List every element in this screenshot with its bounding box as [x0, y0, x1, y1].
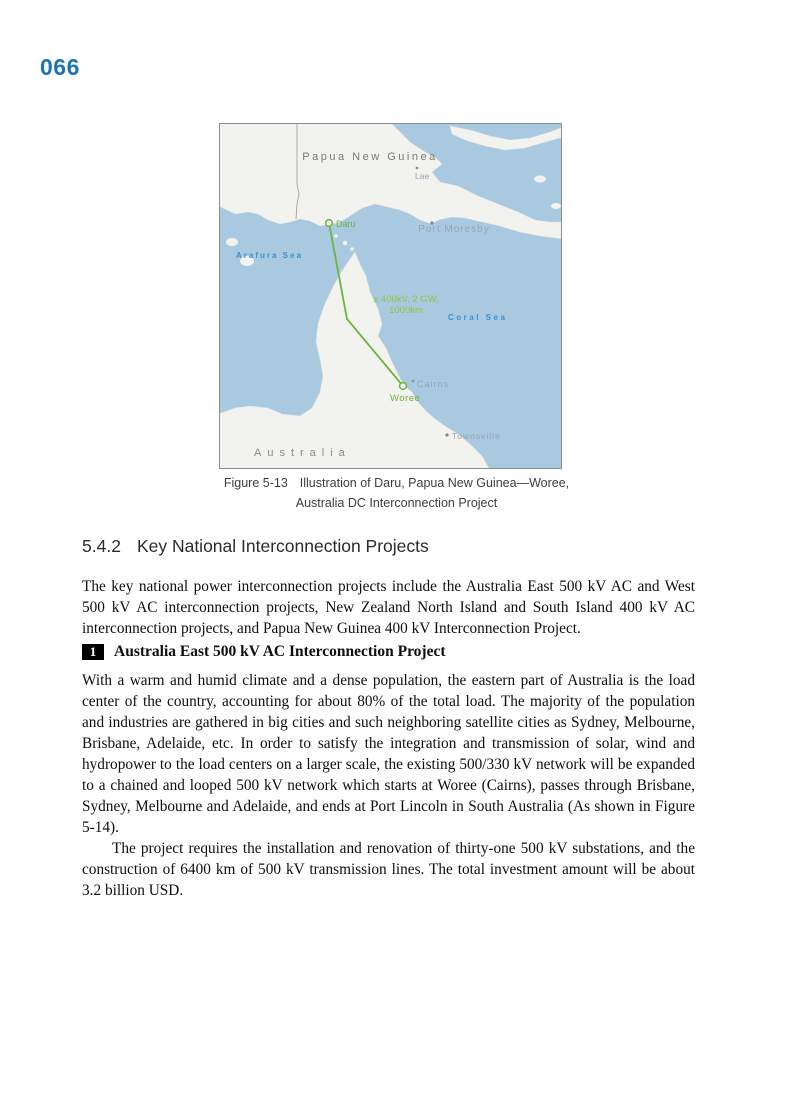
label-line-spec-2: 1000km — [389, 305, 423, 316]
cairns-dot-icon — [412, 380, 415, 383]
label-australia: Australia — [254, 447, 351, 459]
item1-number-badge: 1 — [82, 644, 104, 660]
map-figure — [219, 123, 562, 469]
label-line-spec-1: ± 400kV, 2 GW, — [373, 294, 439, 305]
paragraph-project-cost: The project requires the installation and renovation of thirty-one 500 kV substations, and the construction of 6400 km of 500 kV transmission lines. The total investment amount will be about 3.2 billion USD. — [82, 840, 695, 899]
lae-dot-icon — [416, 167, 419, 170]
figure-caption — [0, 473, 793, 513]
label-coral-sea: Coral Sea — [448, 313, 508, 322]
paragraph-australia-east: With a warm and humid climate and a dense population, the eastern part of Australia is the load center of the country, accounting for about 80% of the total load. The majority of the population and industries are gathered in big cities and such neighboring satellite cities as Sydney, Melbourne, Brisbane, Adelaide, etc. In order to satisfy the integration and transmission of solar, wind and hydropower to the load centers on a larger scale, the existing 500/330 kV network will be expanded to a chained and looped 500 kV network which starts at Woree (Cairns), passes through Brisbane, Sydney, Melbourne and Adelaide, and ends at Port Lincoln in South Australia (As shown in Figure 5-14). — [82, 672, 695, 836]
page-number: 066 — [40, 54, 80, 80]
label-port-moresby: Port Moresby — [418, 224, 490, 235]
item1-heading — [82, 643, 446, 661]
label-woree: Woree — [390, 393, 421, 404]
islet-1 — [334, 234, 338, 238]
woree-marker-icon — [400, 383, 407, 390]
figure-label: Figure 5-13 — [223, 476, 288, 490]
section-heading — [82, 536, 429, 557]
item1-title: Australia East 500 kV AC Interconnection Project — [114, 643, 446, 660]
figure-caption-line2: Australia DC Interconnection Project — [295, 496, 498, 510]
island-small-2 — [551, 203, 561, 209]
paragraph-intro: The key national power interconnection projects include the Australia East 500 kV AC and West 500 kV AC interconnection projects, New Zealand North Island and South Island 400 kV AC interconnection projects, and Papua New Guinea 400 kV Interconnection Project. — [82, 578, 695, 637]
island-small-1 — [534, 176, 546, 183]
figure-caption-line1 — [0, 473, 793, 493]
label-arafura-sea: Arafura Sea — [236, 251, 303, 260]
figure-caption-text1: Illustration of Daru, Papua New Guinea—Woree, — [299, 476, 570, 490]
map-svg — [220, 124, 561, 468]
section-number: 5.4.2 — [82, 536, 121, 556]
island-aru-1 — [226, 238, 238, 246]
townsville-dot-icon — [445, 433, 448, 436]
islet-2 — [343, 241, 347, 245]
label-cairns: Cairns — [417, 379, 450, 389]
label-townsville: Townsville — [452, 431, 501, 441]
label-lae: Lae — [415, 171, 430, 181]
section-title: Key National Interconnection Projects — [136, 536, 429, 556]
daru-marker-icon — [326, 220, 333, 227]
label-papua-new-guinea: Papua New Guinea — [302, 151, 438, 163]
label-daru: Daru — [336, 219, 356, 229]
islet-3 — [350, 247, 354, 251]
